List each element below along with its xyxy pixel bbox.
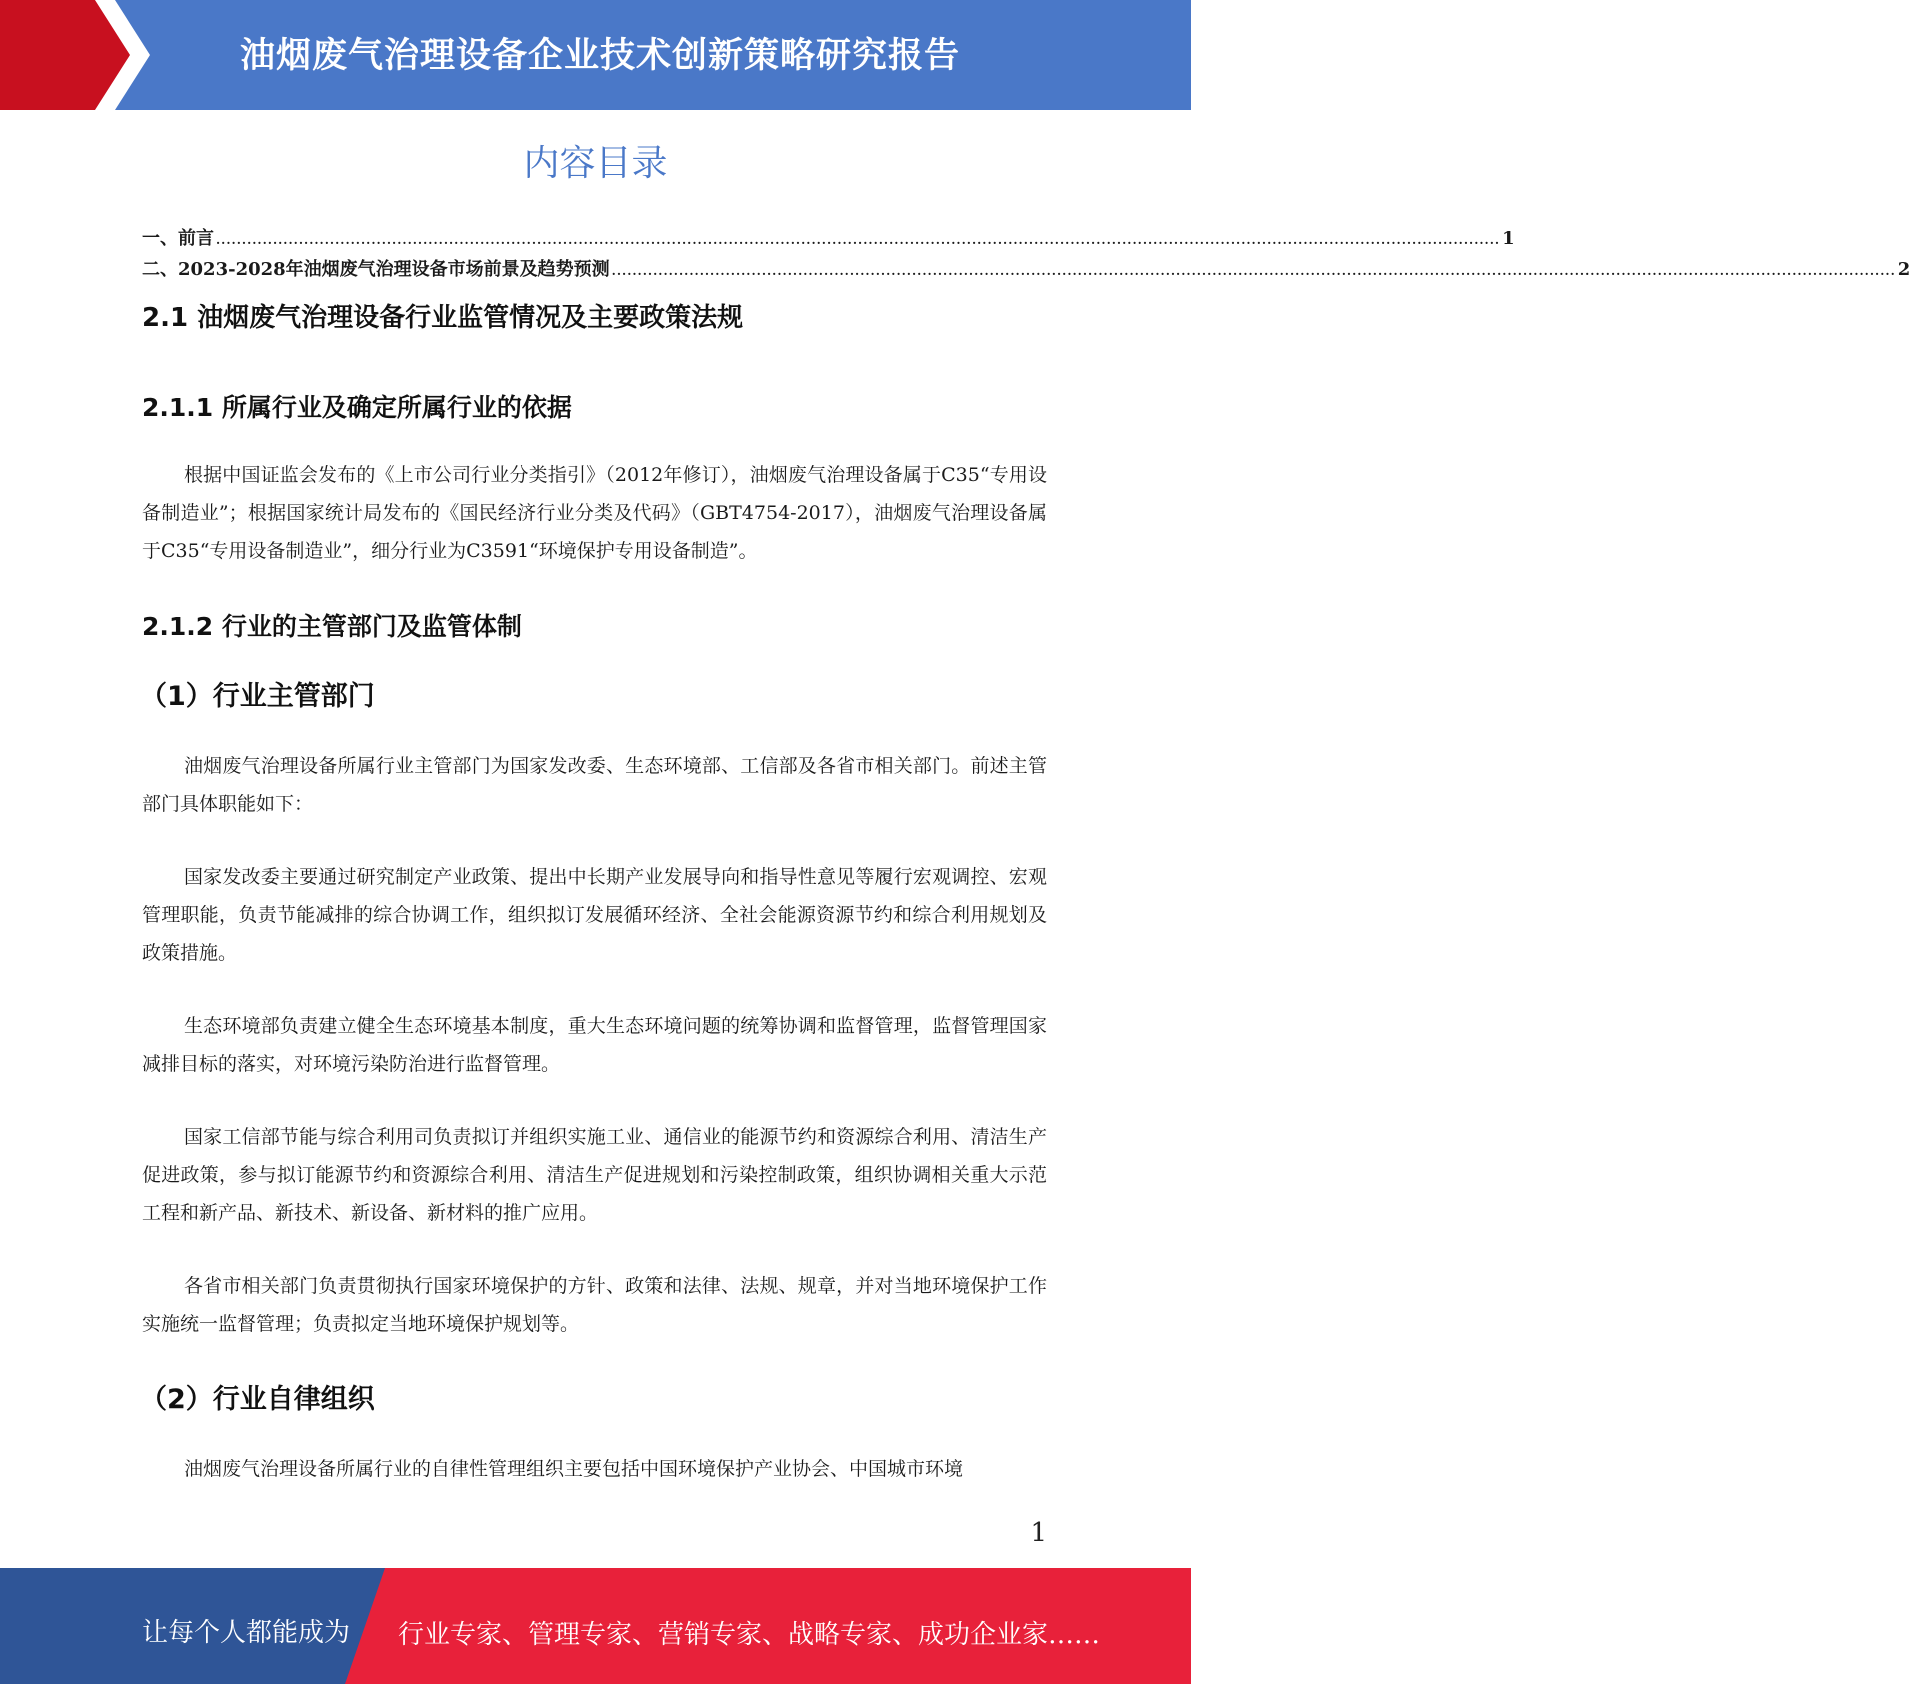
document-body bbox=[142, 296, 1047, 1523]
toc-item[interactable] bbox=[142, 224, 1515, 255]
heading-2-1-2: 2.1.2 行业的主管部门及监管体制 bbox=[142, 612, 522, 641]
page-number: 1 bbox=[1030, 1518, 1047, 1548]
heading-2-1: 2.1 油烟废气治理设备行业监管情况及主要政策法规 bbox=[142, 303, 744, 333]
paragraph-mee: 生态环境部负责建立健全生态环境基本制度，重大生态环境问题的统筹协调和监督管理，监督管理国家减排目标的落实，对环境污染防治进行监督管理。 bbox=[142, 1015, 1047, 1075]
paragraph-industry-classification: 根据中国证监会发布的《上市公司行业分类指引》（2012年修订），油烟废气治理设备属于C35“专用设备制造业”；根据国家统计局发布的《国民经济行业分类及代码》（GBT4754-2017），油烟废气治理设备属于C35“专用设备制造业”，细分行业为C3591“环境保护专用设备制造”。 bbox=[142, 464, 1047, 562]
toc-item[interactable] bbox=[142, 255, 1910, 286]
paragraph-provincial: 各省市相关部门负责贯彻执行国家环境保护的方针、政策和法律、法规、规章，并对当地环境保护工作实施统一监督管理；负责拟定当地环境保护规划等。 bbox=[142, 1275, 1047, 1335]
paragraph-self-regulatory: 油烟废气治理设备所属行业的自律性管理组织主要包括中国环境保护产业协会、中国城市环境 bbox=[184, 1458, 964, 1480]
heading-2-1-1: 2.1.1 所属行业及确定所属行业的依据 bbox=[142, 393, 572, 422]
toc-title: 内容目录 bbox=[523, 143, 668, 184]
header-title: 油烟废气治理设备企业技术创新策略研究报告 bbox=[240, 36, 961, 76]
paragraph-departments-intro: 油烟废气治理设备所属行业主管部门为国家发改委、生态环境部、工信部及各省市相关部门。前述主管部门具体职能如下： bbox=[142, 755, 1047, 815]
header-banner bbox=[0, 0, 1191, 110]
toc-item-page: 1 bbox=[1502, 228, 1515, 249]
footer-banner bbox=[0, 1568, 1191, 1684]
paragraph-ndrc: 国家发改委主要通过研究制定产业政策、提出中长期产业发展导向和指导性意见等履行宏观调控、宏观管理职能，负责节能减排的综合协调工作，组织拟订发展循环经济、全社会能源资源节约和综合利用规划及政策措施。 bbox=[142, 866, 1047, 964]
toc-leader-dots: ........................................................................................................................................................................................................................................................ bbox=[216, 233, 1501, 247]
toc-item-label: 二、2023-2028年油烟废气治理设备市场前景及趋势预测 bbox=[142, 259, 610, 280]
toc-item-page: 2 bbox=[1897, 259, 1910, 280]
paragraph-miit: 国家工信部节能与综合利用司负责拟订并组织实施工业、通信业的能源节约和资源综合利用、清洁生产促进政策，参与拟订能源节约和资源综合利用、清洁生产促进规划和污染控制政策，组织协调相关重大示范工程和新产品、新技术、新设备、新材料的推广应用。 bbox=[142, 1126, 1047, 1224]
footer-slogan-left: 让每个人都能成为 bbox=[142, 1618, 351, 1648]
footer-slogan-right: 行业专家、管理专家、营销专家、战略专家、成功企业家…… bbox=[398, 1620, 1101, 1650]
toc-leader-dots: ........................................................................................................................................................................................................................................................ bbox=[611, 264, 1896, 278]
toc-item-label: 一、前言 bbox=[142, 228, 214, 249]
table-of-contents bbox=[142, 224, 1910, 286]
heading-competent-departments: （1）行业主管部门 bbox=[140, 681, 375, 712]
heading-self-regulatory-orgs: （2）行业自律组织 bbox=[140, 1384, 375, 1415]
